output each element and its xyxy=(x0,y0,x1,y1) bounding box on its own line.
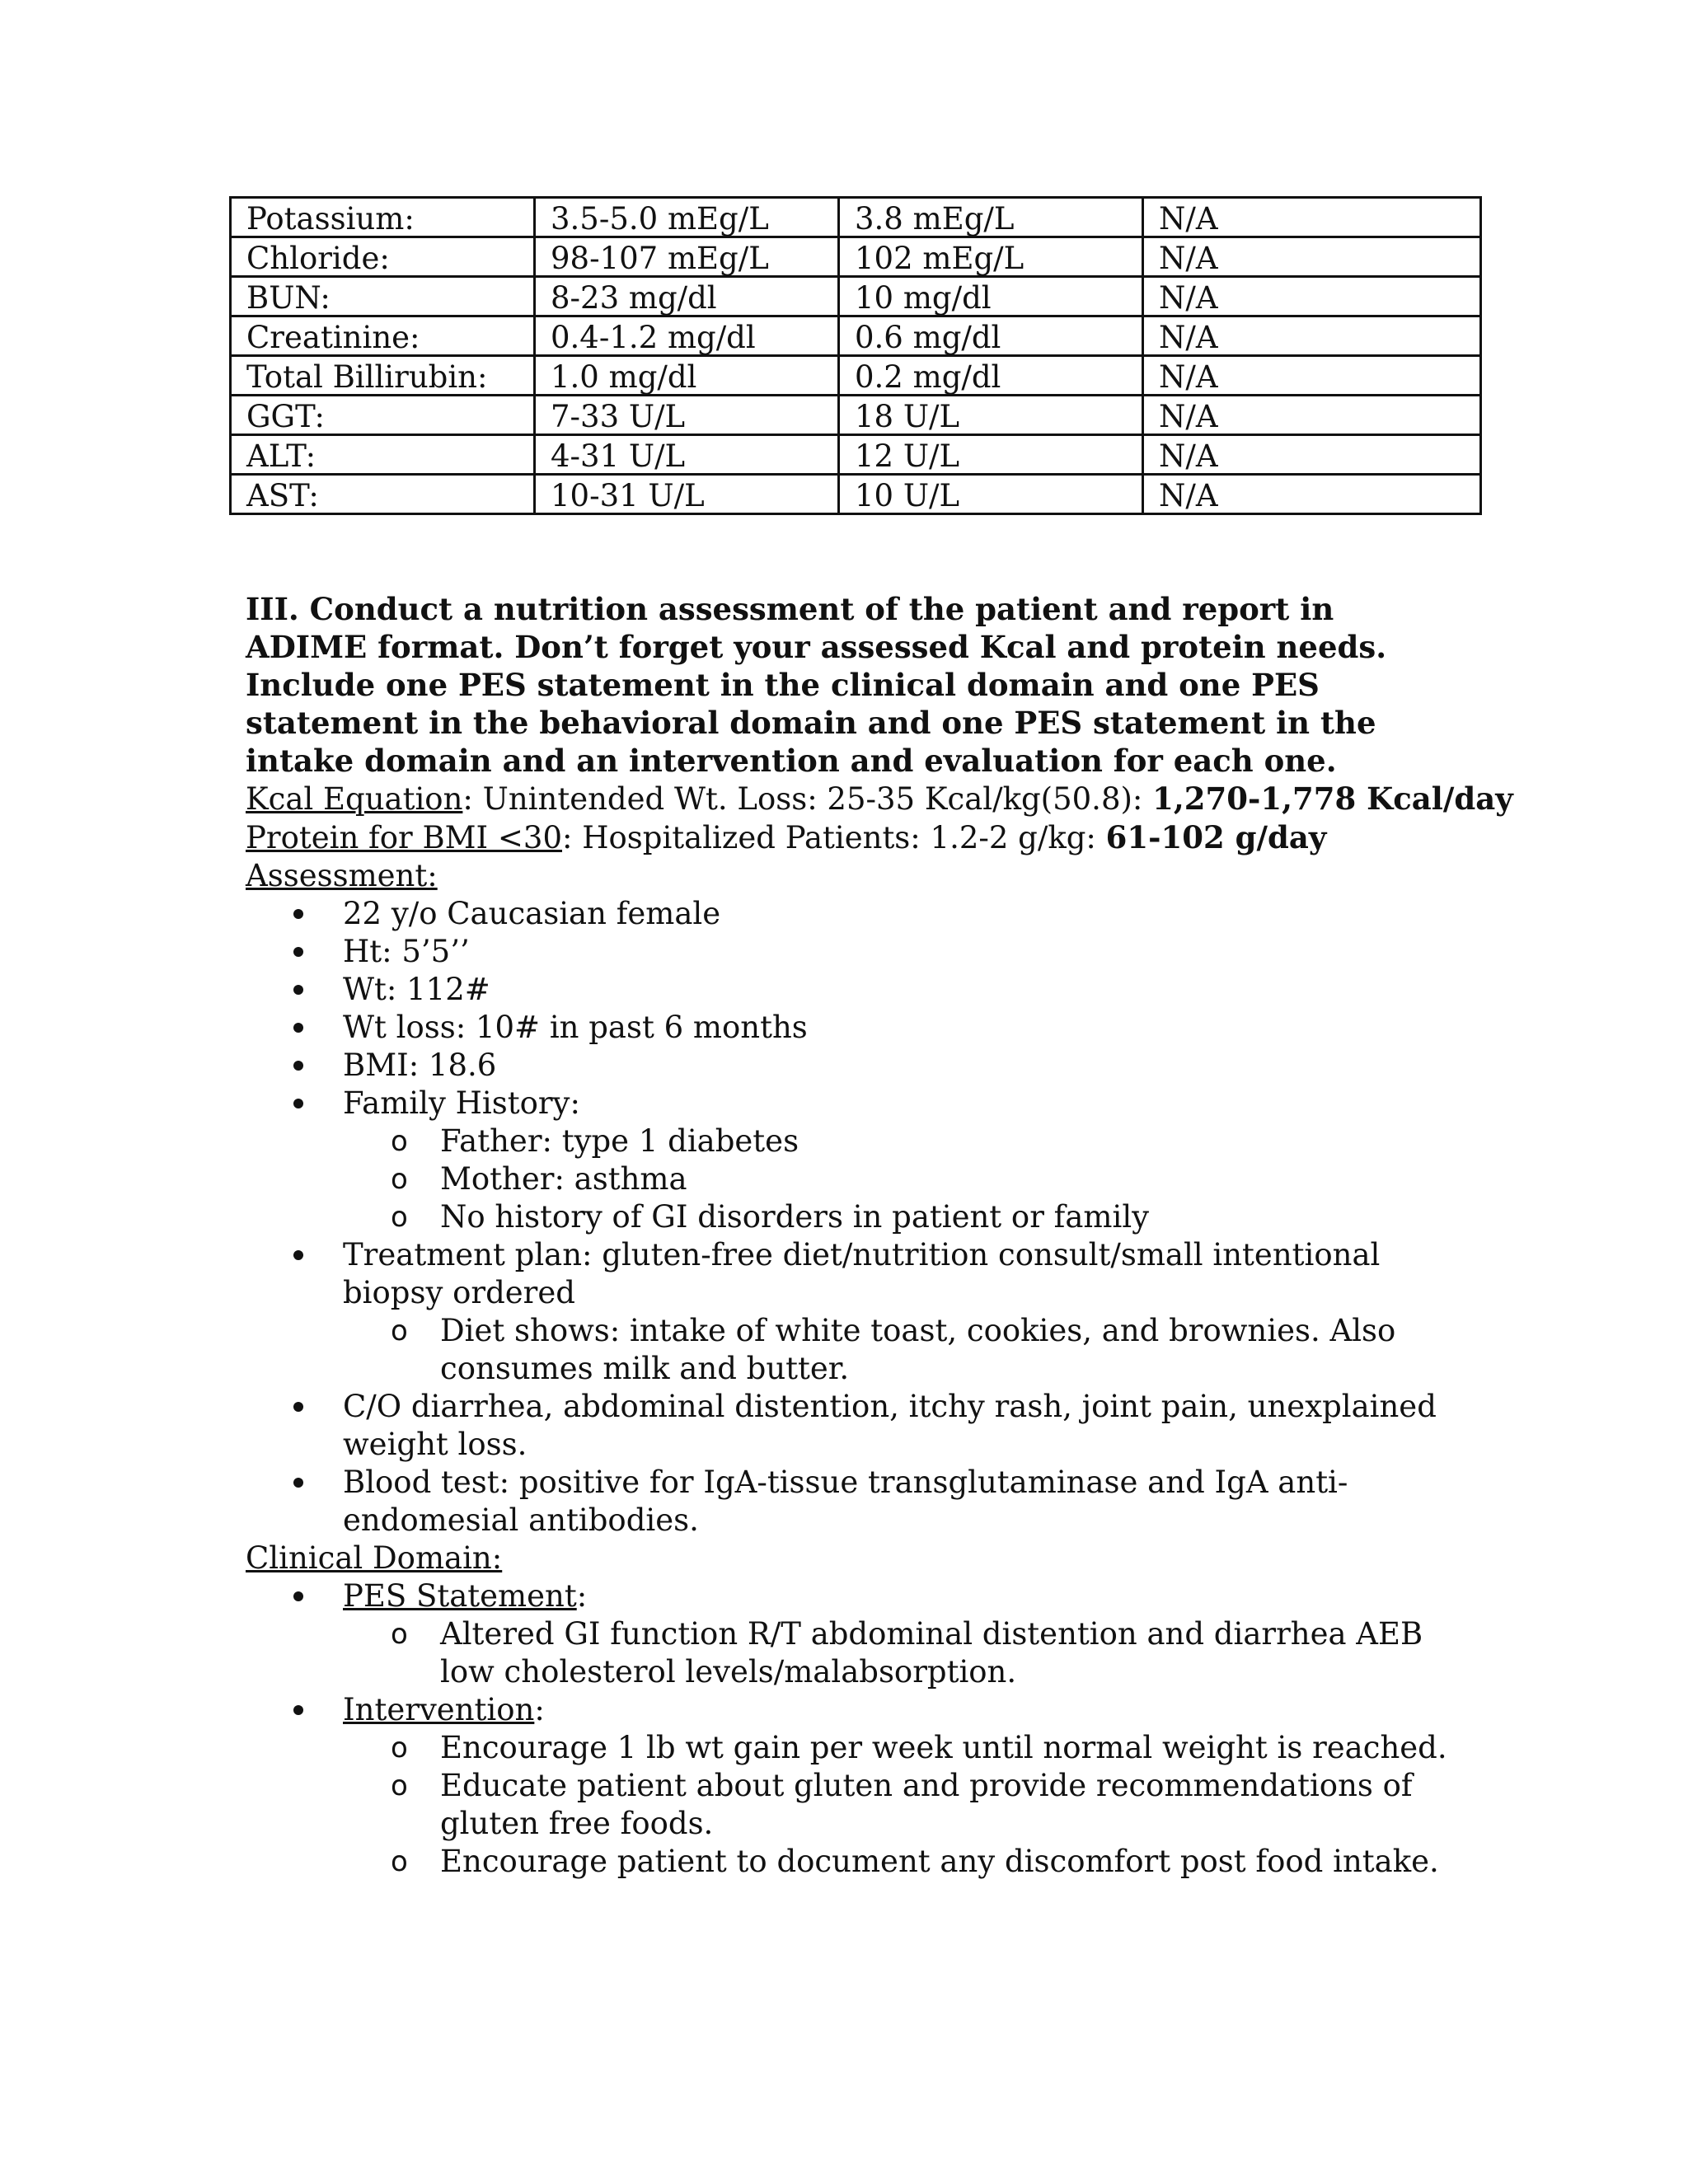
assessment-list xyxy=(246,895,1465,1540)
assessment-item-treatment: Treatment plan: gluten-free diet/nutrition consult/small intentional biopsy ordered o Diet shows: intake of white toast, cookies, and brownies. Also consumes milk and butter. xyxy=(343,1236,1465,1388)
assessment-item: 22 y/o Caucasian female xyxy=(343,895,1465,933)
lab-table-row xyxy=(231,277,1481,316)
lab-note: N/A xyxy=(1143,475,1481,514)
lab-reference-range: 8-23 mg/dl xyxy=(535,277,839,316)
lab-reference-range: 0.4-1.2 mg/dl xyxy=(535,316,839,356)
bullet-icon xyxy=(293,1099,303,1108)
lab-reference-range: 98-107 mEg/L xyxy=(535,237,839,277)
pes-list xyxy=(343,1615,1465,1691)
protein-value: 61-102 g/day xyxy=(1105,819,1327,855)
kcal-equation-line xyxy=(246,780,1513,818)
circle-bullet-icon: o xyxy=(391,1315,408,1347)
section-question: III. Conduct a nutrition assessment of the patient and report in ADIME format. Don’t forget your assessed Kcal and protein needs. Include one PES statement in the clinical domain and one PES statement in the behavioral domain and one PES statement in the intake domain and an intervention and evaluation for each one. xyxy=(246,591,1387,779)
lab-note: N/A xyxy=(1143,356,1481,396)
lab-patient-value: 12 U/L xyxy=(839,435,1143,475)
lab-reference-range: 4-31 U/L xyxy=(535,435,839,475)
family-history-item: o Father: type 1 diabetes xyxy=(391,1123,799,1159)
family-history-item: o Mother: asthma xyxy=(391,1161,687,1197)
lab-note: N/A xyxy=(1143,396,1481,435)
lab-test-name: GGT: xyxy=(231,396,535,435)
protein-label: Protein for BMI <30 xyxy=(246,820,563,855)
intervention-list xyxy=(343,1729,1465,1881)
bullet-icon xyxy=(293,1023,303,1033)
circle-bullet-icon: o xyxy=(391,1163,408,1196)
lab-test-name: BUN: xyxy=(231,277,535,316)
intervention-text-item: o Encourage patient to document any discomfort post food intake. xyxy=(391,1844,1439,1879)
kcal-label: Kcal Equation xyxy=(246,781,463,817)
lab-table-row xyxy=(231,198,1481,237)
clinical-domain-heading: Clinical Domain: xyxy=(246,1540,503,1576)
assessment-item-family-history: Family History: o Father: type 1 diabetes o Mother: asthma o No history of GI disorders in patient or family xyxy=(343,1085,1465,1236)
lab-note: N/A xyxy=(1143,316,1481,356)
lab-reference-range: 1.0 mg/dl xyxy=(535,356,839,396)
assessment-item: Wt: 112# xyxy=(343,971,1465,1009)
intervention-item: Intervention: o Encourage 1 lb wt gain per week until normal weight is reached. o Educate patient about gluten and provide recommendations of gluten free foods. o Encourage patient to document any discomfort post food intake. xyxy=(343,1691,1465,1881)
lab-patient-value: 10 U/L xyxy=(839,475,1143,514)
lab-patient-value: 0.2 mg/dl xyxy=(839,356,1143,396)
family-history-item: o No history of GI disorders in patient or family xyxy=(391,1199,1150,1235)
pes-label: PES Statement xyxy=(343,1578,577,1614)
pes-text-item: o Altered GI function R/T abdominal distention and diarrhea AEB low cholesterol levels/malabsorption. xyxy=(391,1616,1423,1690)
assessment-item: C/O diarrhea, abdominal distention, itchy rash, joint pain, unexplained weight loss. xyxy=(343,1388,1465,1464)
section-iii xyxy=(246,590,1513,1881)
bullet-icon xyxy=(293,1705,303,1715)
lab-note: N/A xyxy=(1143,435,1481,475)
bullet-icon xyxy=(293,1591,303,1601)
lab-patient-value: 18 U/L xyxy=(839,396,1143,435)
lab-table-row xyxy=(231,237,1481,277)
lab-reference-range: 3.5-5.0 mEg/L xyxy=(535,198,839,237)
lab-test-name: Chloride: xyxy=(231,237,535,277)
bullet-icon xyxy=(293,1478,303,1488)
bullet-icon xyxy=(293,1402,303,1412)
circle-bullet-icon: o xyxy=(391,1201,408,1234)
circle-bullet-icon: o xyxy=(391,1618,408,1651)
assessment-heading: Assessment: xyxy=(246,858,438,893)
lab-reference-range: 7-33 U/L xyxy=(535,396,839,435)
family-history-list xyxy=(343,1122,1465,1236)
circle-bullet-icon: o xyxy=(391,1845,408,1878)
diet-item: o Diet shows: intake of white toast, cookies, and brownies. Also consumes milk and butter. xyxy=(391,1313,1396,1386)
kcal-value: 1,270-1,778 Kcal/day xyxy=(1152,780,1513,817)
lab-note: N/A xyxy=(1143,277,1481,316)
bullet-icon xyxy=(293,909,303,919)
lab-values-table xyxy=(229,196,1482,515)
kcal-text: : Unintended Wt. Loss: 25-35 Kcal/kg(50.8): xyxy=(462,781,1153,817)
circle-bullet-icon: o xyxy=(391,1732,408,1765)
lab-patient-value: 102 mEg/L xyxy=(839,237,1143,277)
lab-test-name: AST: xyxy=(231,475,535,514)
lab-note: N/A xyxy=(1143,237,1481,277)
lab-table-row xyxy=(231,475,1481,514)
intervention-label: Intervention xyxy=(343,1692,535,1727)
lab-table-row xyxy=(231,316,1481,356)
assessment-item: BMI: 18.6 xyxy=(343,1047,1465,1085)
assessment-item: Ht: 5’5’’ xyxy=(343,933,1465,971)
lab-reference-range: 10-31 U/L xyxy=(535,475,839,514)
lab-table-row xyxy=(231,435,1481,475)
lab-table-row xyxy=(231,356,1481,396)
pes-statement-item: PES Statement: o Altered GI function R/T abdominal distention and diarrhea AEB low cholesterol levels/malabsorption. xyxy=(343,1577,1465,1691)
diet-list xyxy=(343,1312,1465,1388)
bullet-icon xyxy=(293,1061,303,1071)
lab-patient-value: 3.8 mEg/L xyxy=(839,198,1143,237)
bullet-icon xyxy=(293,947,303,957)
assessment-item: Wt loss: 10# in past 6 months xyxy=(343,1009,1465,1047)
protein-line xyxy=(246,818,1465,857)
bullet-icon xyxy=(293,985,303,995)
lab-test-name: Creatinine: xyxy=(231,316,535,356)
circle-bullet-icon: o xyxy=(391,1769,408,1802)
intervention-text-item: o Encourage 1 lb wt gain per week until normal weight is reached. xyxy=(391,1730,1447,1765)
assessment-item: Blood test: positive for IgA-tissue transglutaminase and IgA anti-endomesial antibodies. xyxy=(343,1464,1465,1540)
circle-bullet-icon: o xyxy=(391,1125,408,1158)
lab-test-name: Total Billirubin: xyxy=(231,356,535,396)
lab-patient-value: 10 mg/dl xyxy=(839,277,1143,316)
bullet-icon xyxy=(293,1250,303,1260)
clinical-domain-list xyxy=(246,1577,1465,1881)
lab-patient-value: 0.6 mg/dl xyxy=(839,316,1143,356)
lab-note: N/A xyxy=(1143,198,1481,237)
lab-test-name: ALT: xyxy=(231,435,535,475)
lab-test-name: Potassium: xyxy=(231,198,535,237)
intervention-text-item: o Educate patient about gluten and provide recommendations of gluten free foods. xyxy=(391,1768,1413,1841)
protein-text: : Hospitalized Patients: 1.2-2 g/kg: xyxy=(562,820,1106,855)
lab-table-row xyxy=(231,396,1481,435)
